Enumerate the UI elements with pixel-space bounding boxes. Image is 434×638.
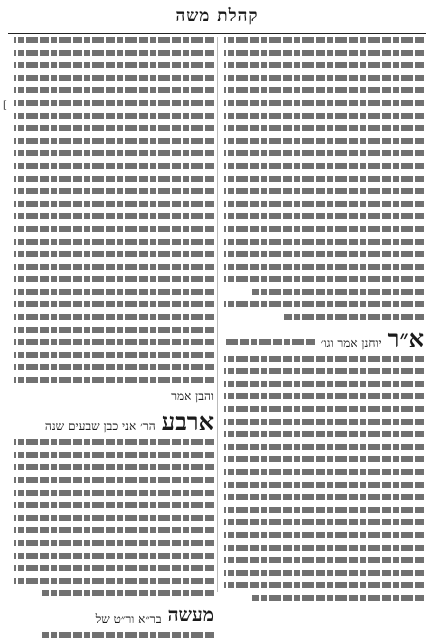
text-line xyxy=(224,37,424,43)
text-line xyxy=(14,113,214,119)
final-lead-row xyxy=(14,603,214,627)
text-line xyxy=(224,339,315,345)
text-line xyxy=(14,276,214,282)
right-column xyxy=(224,37,424,592)
text-line xyxy=(224,201,424,207)
text-line xyxy=(224,87,424,93)
text-line xyxy=(224,264,424,270)
text-line xyxy=(224,75,424,81)
text-line xyxy=(14,377,214,383)
text-line xyxy=(14,578,214,584)
text-line xyxy=(14,188,214,194)
text-line xyxy=(14,490,214,496)
text-line xyxy=(14,515,214,521)
text-line xyxy=(224,188,424,194)
text-line xyxy=(14,364,214,370)
text-line xyxy=(14,314,214,320)
page-title: קהלת משה xyxy=(175,6,259,26)
text-line xyxy=(224,570,424,576)
text-line xyxy=(224,356,424,362)
margin-mark: [ xyxy=(3,100,7,111)
text-line xyxy=(14,527,214,533)
left-column xyxy=(14,37,214,626)
text-line xyxy=(224,393,424,399)
text-line xyxy=(14,327,214,333)
text-line xyxy=(224,301,424,307)
final-lead-word: מעשה xyxy=(167,603,214,626)
text-line xyxy=(14,150,214,156)
text-line xyxy=(14,540,214,546)
text-line xyxy=(224,406,424,412)
header-rule xyxy=(8,33,426,34)
column-divider xyxy=(217,37,218,592)
text-line xyxy=(14,163,214,169)
text-line xyxy=(224,469,424,475)
text-line xyxy=(14,289,214,295)
text-line xyxy=(224,50,424,56)
text-line xyxy=(224,381,424,387)
final-lead-text: בר״א ור״ט של xyxy=(95,611,162,626)
section-lead-word: ארבע xyxy=(161,407,214,437)
closing-line: והבן אמר xyxy=(171,388,214,403)
text-line xyxy=(14,226,214,232)
text-line xyxy=(224,557,424,563)
section-lead-row xyxy=(224,323,424,353)
text-line xyxy=(224,419,424,425)
text-line xyxy=(14,37,214,43)
text-line xyxy=(14,502,214,508)
text-line xyxy=(284,314,424,320)
text-line xyxy=(14,75,214,81)
text-line xyxy=(14,125,214,131)
text-line xyxy=(14,464,214,470)
text-line xyxy=(252,595,424,601)
section-lead-text: יוחנן אמר וגו׳ xyxy=(320,335,382,350)
text-line xyxy=(224,582,424,588)
text-line xyxy=(14,201,214,207)
text-line xyxy=(42,632,214,638)
text-line xyxy=(224,176,424,182)
text-line xyxy=(224,100,424,106)
text-line xyxy=(224,163,424,169)
text-line xyxy=(224,125,424,131)
section-lead-row xyxy=(14,407,214,437)
text-line xyxy=(14,100,214,106)
text-line xyxy=(14,439,214,445)
text-line xyxy=(14,87,214,93)
text-line xyxy=(14,251,214,257)
text-line xyxy=(224,226,424,232)
text-line xyxy=(14,565,214,571)
text-line xyxy=(42,590,214,596)
text-line xyxy=(224,519,424,525)
text-line xyxy=(224,62,424,68)
text-line xyxy=(14,62,214,68)
text-line xyxy=(224,138,424,144)
text-line xyxy=(224,239,424,245)
text-line xyxy=(14,477,214,483)
text-line xyxy=(14,452,214,458)
text-line xyxy=(14,176,214,182)
text-line xyxy=(224,482,424,488)
text-line xyxy=(14,301,214,307)
text-line xyxy=(14,138,214,144)
text-line xyxy=(14,239,214,245)
section-lead-text: הר׳ אני כבן שבעים שנה xyxy=(44,419,156,434)
text-line xyxy=(224,213,424,219)
text-line xyxy=(224,113,424,119)
text-line xyxy=(224,444,424,450)
text-line xyxy=(14,553,214,559)
text-line xyxy=(224,507,424,513)
text-line xyxy=(224,276,424,282)
text-line xyxy=(224,532,424,538)
text-line xyxy=(14,264,214,270)
text-line xyxy=(224,431,424,437)
section-lead-word: א״ר xyxy=(387,323,424,353)
text-line xyxy=(224,251,424,257)
text-line xyxy=(224,545,424,551)
text-line xyxy=(224,494,424,500)
text-line xyxy=(252,289,424,295)
text-line xyxy=(14,50,214,56)
text-line xyxy=(224,368,424,374)
text-line xyxy=(14,339,214,345)
text-line xyxy=(14,213,214,219)
text-line xyxy=(224,150,424,156)
text-line xyxy=(14,352,214,358)
text-line xyxy=(224,456,424,462)
